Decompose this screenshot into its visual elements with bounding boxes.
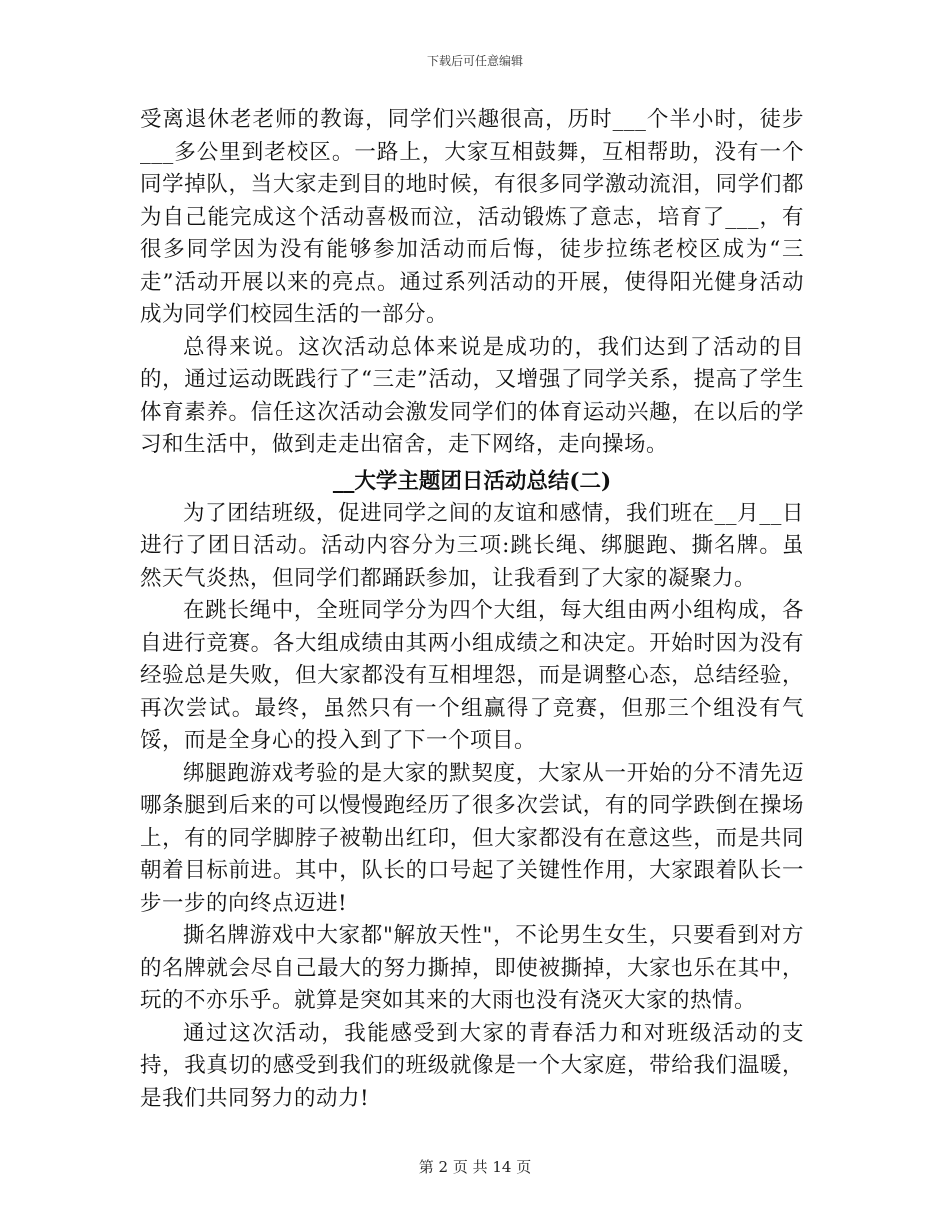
page-header: 下载后可任意编辑 (426, 54, 523, 68)
paragraph-long-rope: 在跳长绳中，全班同学分为四个大组，每大组由两小组构成，各自进行竞赛。各大组成绩由其两小组成绩之和决定。开始时因为没有经验总是失败，但大家都没有互相埋怨，而是调整心态，总结经验，再次尝试。最终，虽然只有一个组赢得了竞赛，但那三个组没有气馁，而是全身心的投入到了下一个项目。 (140, 598, 804, 753)
paragraph-summary: 通过这次活动，我能感受到大家的青春活力和对班级活动的支持，我真切的感受到我们的班级就像是一个大家庭，带给我们温暖，是我们共同努力的动力! (140, 1020, 804, 1111)
paragraph-three-legged-race: 绑腿跑游戏考验的是大家的默契度，大家从一开始的分不清先迈哪条腿到后来的可以慢慢跑经历了很多次尝试，有的同学跌倒在操场上，有的同学脚脖子被勒出红印，但大家都没有在意这些，而是共同朝着目标前进。其中，队长的口号起了关键性作用，大家跟着队长一步一步的向终点迈进! (140, 760, 804, 916)
page-footer: 第 2 页 共 14 页 (418, 1158, 532, 1176)
paragraph-conclusion: 总得来说。这次活动总体来说是成功的，我们达到了活动的目的，通过运动既践行了“三走”活动，又增强了同学关系，提高了学生体育素养。信任这次活动会激发同学们的体育运动兴趣，在以后的学习和生活中，做到走走出宿舍，走下网络，走向操场。 (140, 334, 804, 457)
section-title: __大学主题团日活动总结(二) (332, 468, 612, 494)
paragraph-name-tag-game: 撕名牌游戏中大家都"解放天性"，不论男生女生，只要看到对方的名牌就会尽自己最大的努力撕掉，即使被撕掉，大家也乐在其中，玩的不亦乐乎。就算是突如其来的大雨也没有浇灭大家的热情。 (140, 923, 804, 1013)
paragraph-intro: 为了团结班级，促进同学之间的友谊和感情，我们班在__月__日进行了团日活动。活动内容分为三项:跳长绳、绑腿跑、撕名牌。虽然天气炎热，但同学们都踊跃参加，让我看到了大家的凝聚力。 (140, 500, 804, 591)
paragraph-continuation: 受离退休老老师的教诲，同学们兴趣很高，历时___个半小时，徒步___多公里到老校区。一路上，大家互相鼓舞，互相帮助，没有一个同学掉队，当大家走到目的地时候，有很多同学激动流泪，同学们都为自己能完成这个活动喜极而泣，活动锻炼了意志，培育了___，有很多同学因为没有能够参加活动而后悔，徒步拉练老校区成为“三走”活动开展以来的亮点。通过系列活动的开展，使得阳光健身活动成为同学们校园生活的一部分。 (140, 107, 804, 327)
document-body (140, 104, 804, 1115)
